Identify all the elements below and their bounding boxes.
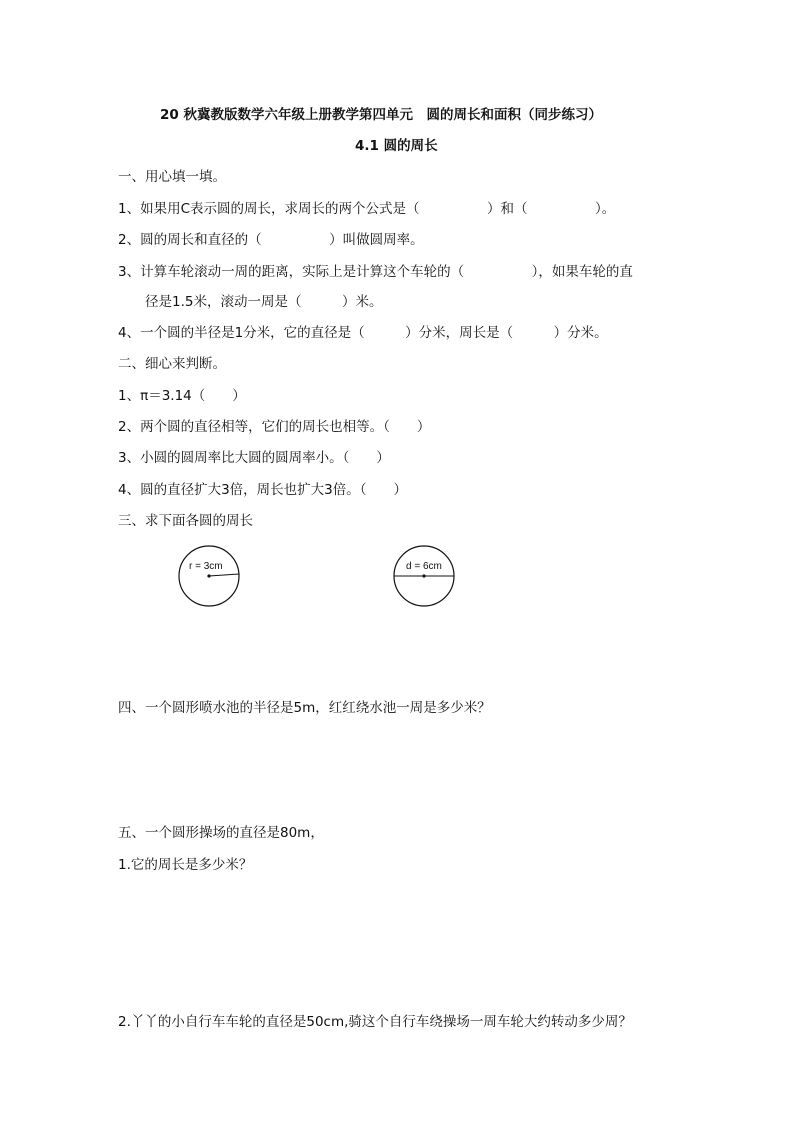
section1-q1: 1、如果用C表示圆的周长，求周长的两个公式是（ ）和（ ）。	[118, 201, 616, 217]
page-title: 20 秋冀教版数学六年级上册教学第四单元 圆的周长和面积（同步练习）	[160, 107, 602, 123]
center-dot	[422, 574, 425, 577]
section3-heading: 三、求下面各圆的周长	[118, 513, 253, 529]
section5-q2: 2.丫丫的小自行车车轮的直径是50cm,骑这个自行车绕操场一周车轮大约转动多少周？	[118, 1014, 632, 1030]
section1-q3-line1: 3、计算车轮滚动一周的距离，实际上是计算这个车轮的（ ），如果车轮的直	[118, 264, 633, 280]
section1-heading: 一、用心填一填。	[118, 169, 226, 185]
diameter-label: d = 6cm	[406, 561, 442, 572]
section4-text: 四、一个圆形喷水池的半径是5m，红红绕水池一周是多少米？	[118, 700, 491, 716]
radius-label: r = 3cm	[189, 561, 223, 572]
section2-q4: 4、圆的直径扩大3倍，周长也扩大3倍。（ ）	[118, 482, 408, 498]
page-subtitle: 4.1 圆的周长	[355, 138, 438, 154]
section5-text: 五、一个圆形操场的直径是80m，	[118, 825, 324, 841]
section1-q4: 4、一个圆的半径是1分米，它的直径是（ ）分米，周长是（ ）分米。	[118, 325, 608, 341]
section2-q1: 1、π＝3.14（ ）	[118, 388, 246, 404]
section2-q2: 2、两个圆的直径相等，它们的周长也相等。（ ）	[118, 419, 431, 435]
radius-line	[209, 574, 239, 576]
section2-heading: 二、细心来判断。	[118, 356, 226, 372]
section5-q1: 1.它的周长是多少米？	[118, 857, 253, 873]
section1-q2: 2、圆的周长和直径的（ ）叫做圆周率。	[118, 232, 424, 248]
section2-q3: 3、小圆的圆周率比大圆的圆周率小。（ ）	[118, 450, 390, 466]
section1-q3-line2: 径是1.5米，滚动一周是（ ）米。	[145, 294, 383, 310]
center-dot	[207, 574, 210, 577]
circle-figure-radius	[175, 542, 243, 610]
circle-figure-diameter	[390, 542, 458, 610]
